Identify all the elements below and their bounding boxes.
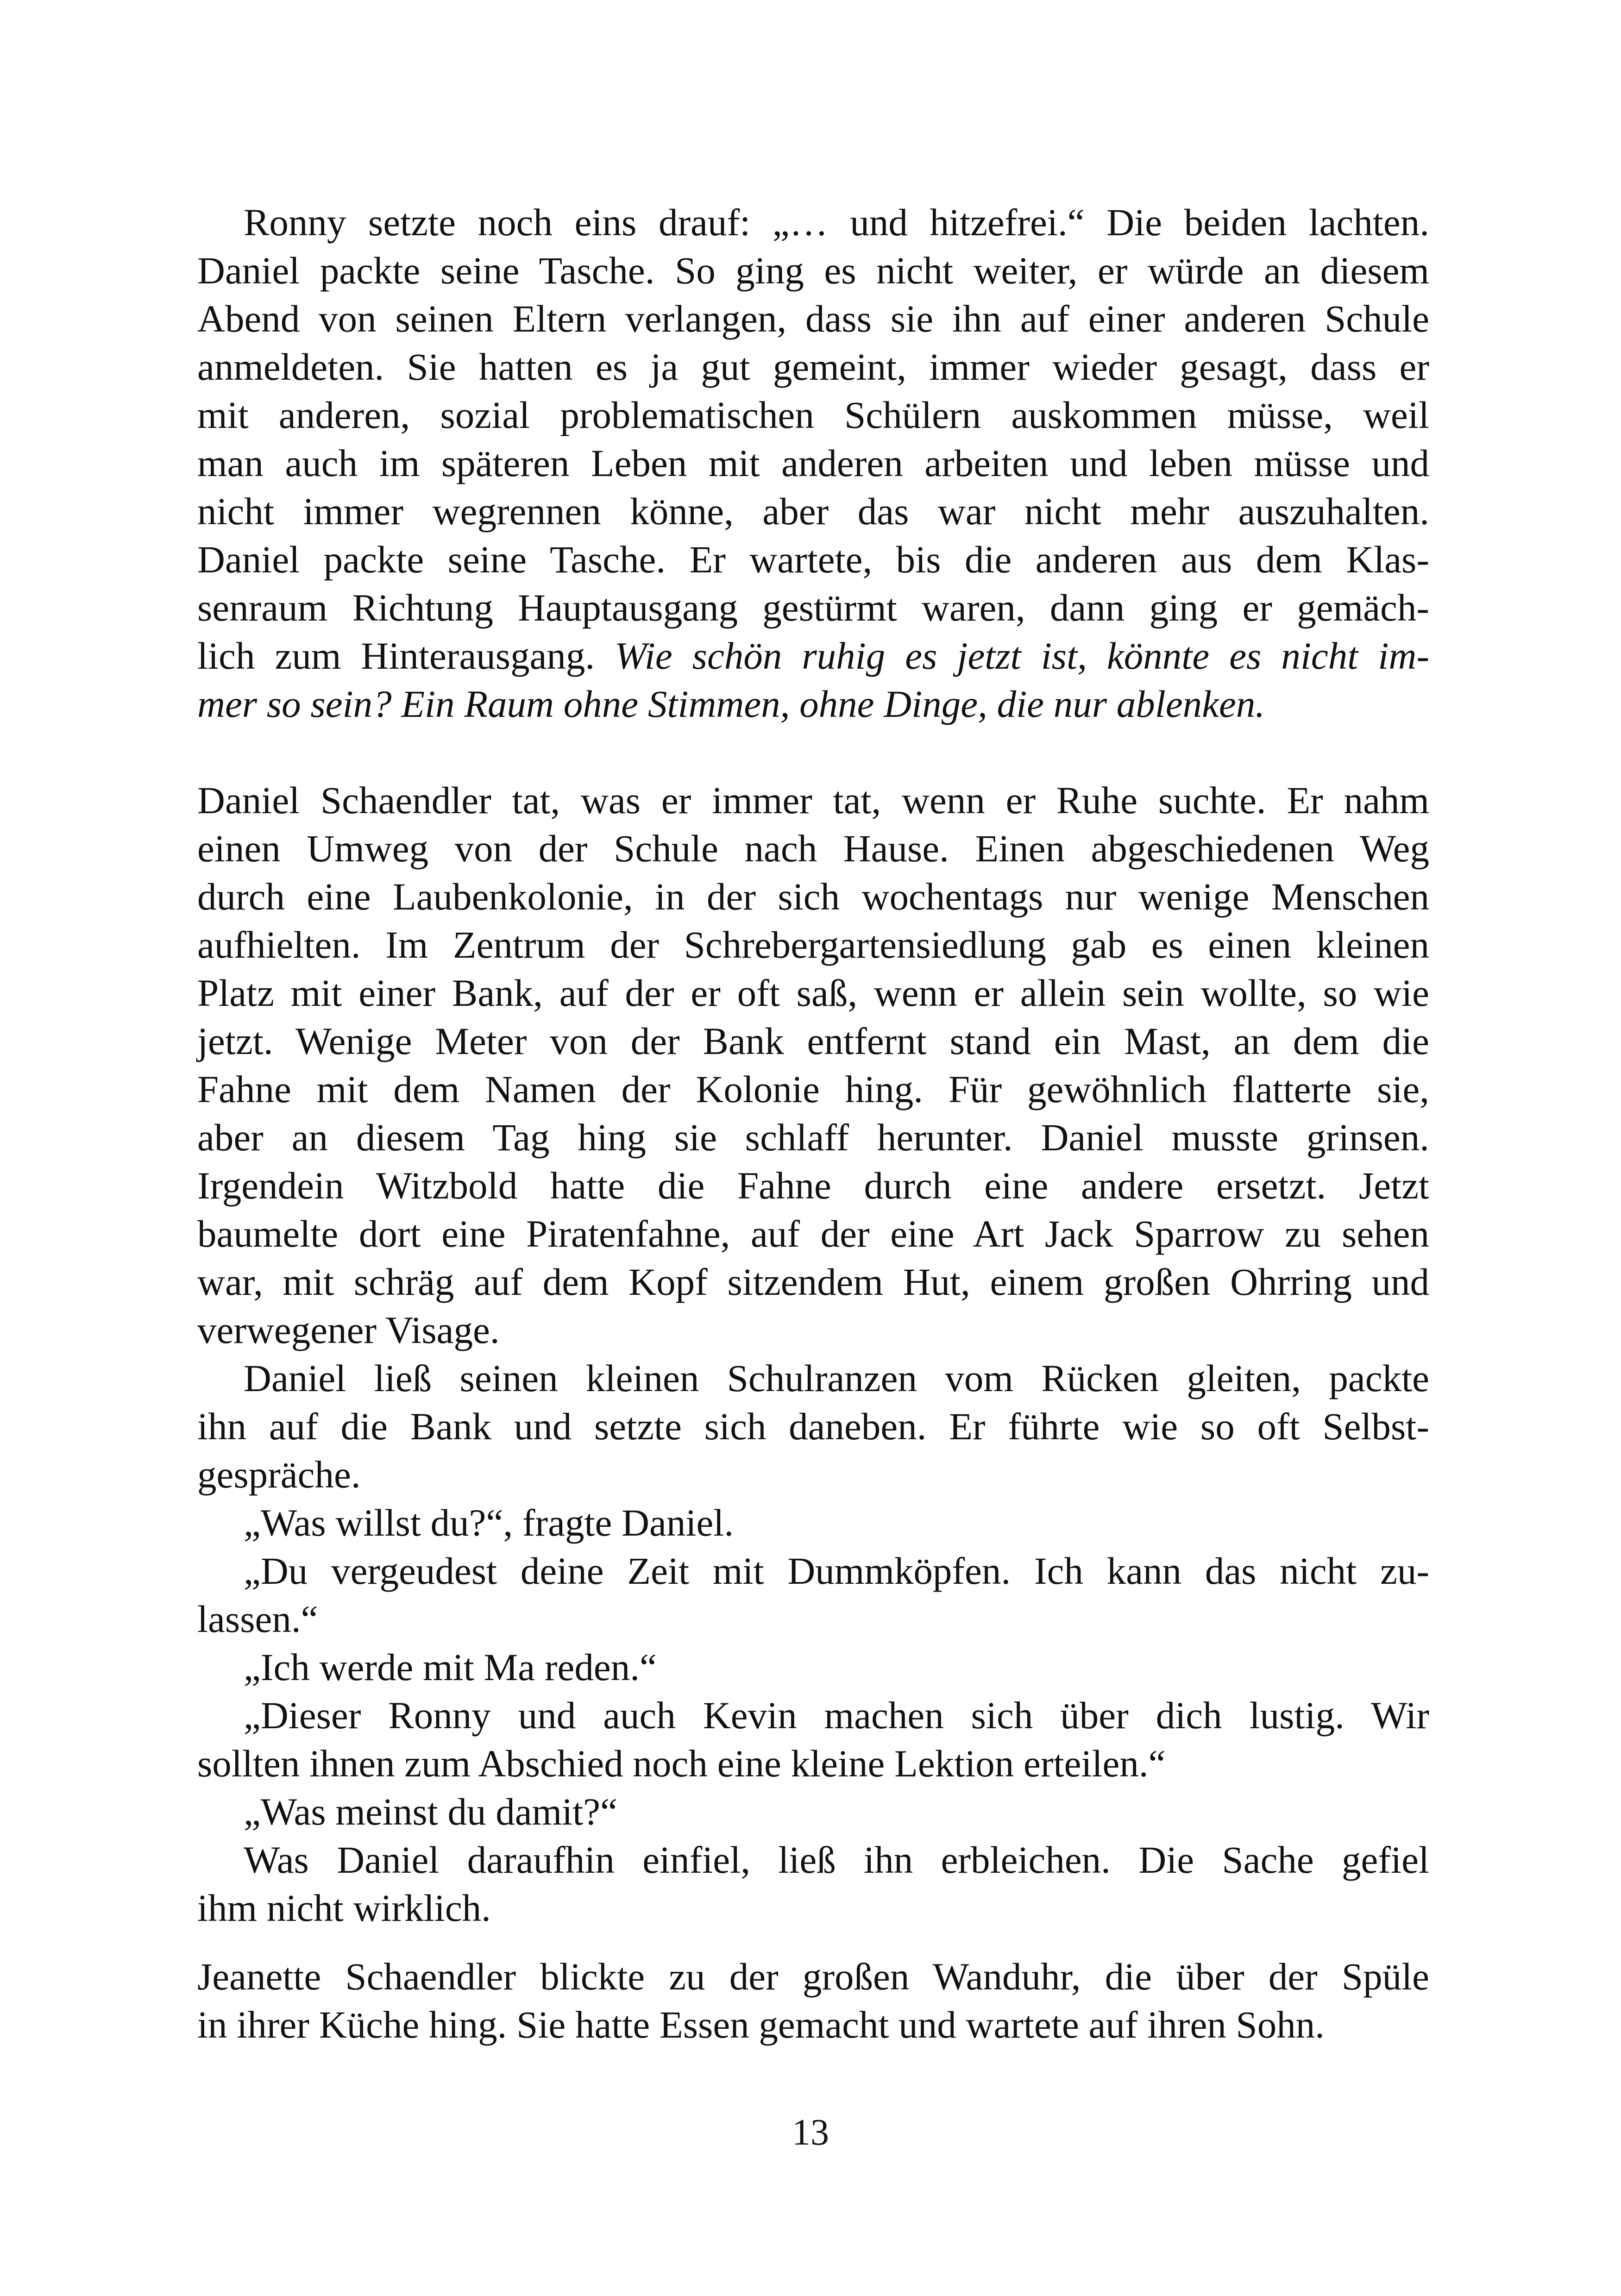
text-line: nicht immer wegrennen könne, aber das war nicht mehr auszuhalten. xyxy=(197,490,1429,533)
dialogue-line: „Was willst du?“, fragte Daniel. xyxy=(244,1501,734,1544)
text-line: ihm nicht wirklich. xyxy=(197,1887,491,1929)
dialogue-line: „Ich werde mit Ma reden.“ xyxy=(244,1646,657,1688)
text-line: senraum Richtung Hauptausgang gestürmt waren, dann ging er gemäch- xyxy=(197,586,1429,629)
text-line: Daniel Schaendler tat, was er immer tat, wenn er Ruhe suchte. Er nahm xyxy=(197,779,1429,822)
text-line: anmeldeten. Sie hatten es ja gut gemeint, immer wieder gesagt, dass er xyxy=(197,345,1429,388)
text-line: Ronny setzte noch eins drauf: „… und hitzefrei.“ Die beiden lachten. xyxy=(244,201,1429,244)
text-line: Irgendein Witzbold hatte die Fahne durch eine andere ersetzt. Jetzt xyxy=(197,1164,1429,1207)
dialogue-line: sollten ihnen zum Abschied noch eine kleine Lektion erteilen.“ xyxy=(197,1742,1166,1785)
text-line: Jeanette Schaendler blickte zu der großen Wanduhr, die über der Spüle xyxy=(197,1955,1429,1998)
text-line: aber an diesem Tag hing sie schlaff herunter. Daniel musste grinsen. xyxy=(197,1116,1429,1159)
text-line: gespräche. xyxy=(197,1453,361,1496)
text-line: mit anderen, sozial problematischen Schülern auskommen müsse, weil xyxy=(197,394,1429,436)
text-line: man auch im späteren Leben mit anderen arbeiten und leben müsse und xyxy=(197,442,1429,484)
dialogue-line: „Was meinst du damit?“ xyxy=(244,1790,617,1833)
page-number: 13 xyxy=(792,2112,829,2153)
regular-text: lich zum Hinterausgang. xyxy=(197,634,615,677)
text-line: Daniel packte seine Tasche. Er wartete, bis die anderen aus dem Klas- xyxy=(197,538,1429,581)
paragraph-2 xyxy=(197,776,1429,1932)
italic-thought: Wie schön ruhig es jetzt ist, könnte es nicht im- xyxy=(615,634,1429,677)
text-line: Was Daniel daraufhin einfiel, ließ ihn erbleichen. Die Sache gefiel xyxy=(244,1838,1429,1881)
text-line: war, mit schräg auf dem Kopf sitzendem Hut, einem großen Ohrring und xyxy=(197,1261,1429,1303)
text-line: jetzt. Wenige Meter von der Bank entfernt stand ein Mast, an dem die xyxy=(197,1020,1429,1062)
dialogue-line: „Dieser Ronny und auch Kevin machen sich über dich lustig. Wir xyxy=(244,1694,1429,1737)
text-line: baumelte dort eine Piratenfahne, auf der eine Art Jack Sparrow zu sehen xyxy=(197,1212,1429,1255)
text-line: ihn auf die Bank und setzte sich daneben. Er führte wie so oft Selbst- xyxy=(197,1405,1429,1448)
text-line: durch eine Laubenkolonie, in der sich wochentags nur wenige Menschen xyxy=(197,875,1429,918)
paragraph-5 xyxy=(197,1952,1429,2049)
text-line: Platz mit einer Bank, auf der er oft saß, wenn er allein sein wollte, so wie xyxy=(197,972,1429,1014)
text-line: Fahne mit dem Namen der Kolonie hing. Für gewöhnlich flatterte sie, xyxy=(197,1068,1429,1110)
italic-thought-line: mer so sein? Ein Raum ohne Stimmen, ohne Dinge, die nur ablenken. xyxy=(197,683,1265,725)
text-line: in ihrer Küche hing. Sie hatte Essen gemacht und wartete auf ihren Sohn. xyxy=(197,2003,1325,2046)
dialogue-line: „Du vergeudest deine Zeit mit Dummköpfen. Ich kann das nicht zu- xyxy=(244,1549,1429,1592)
text-line: aufhielten. Im Zentrum der Schrebergartensiedlung gab es einen kleinen xyxy=(197,923,1429,966)
text-line: einen Umweg von der Schule nach Hause. Einen abgeschiedenen Weg xyxy=(197,827,1429,870)
text-line: Daniel packte seine Tasche. So ging es nicht weiter, er würde an diesem xyxy=(197,249,1429,292)
dialogue-line: lassen.“ xyxy=(197,1598,318,1640)
text-line: verwegener Visage. xyxy=(197,1309,500,1351)
text-line: Abend von seinen Eltern verlangen, dass sie ihn auf einer anderen Schule xyxy=(197,297,1429,340)
text-line-mixed xyxy=(197,632,1429,680)
paragraph-1 xyxy=(197,198,1429,728)
text-line: Daniel ließ seinen kleinen Schulranzen vom Rücken gleiten, packte xyxy=(244,1357,1429,1399)
